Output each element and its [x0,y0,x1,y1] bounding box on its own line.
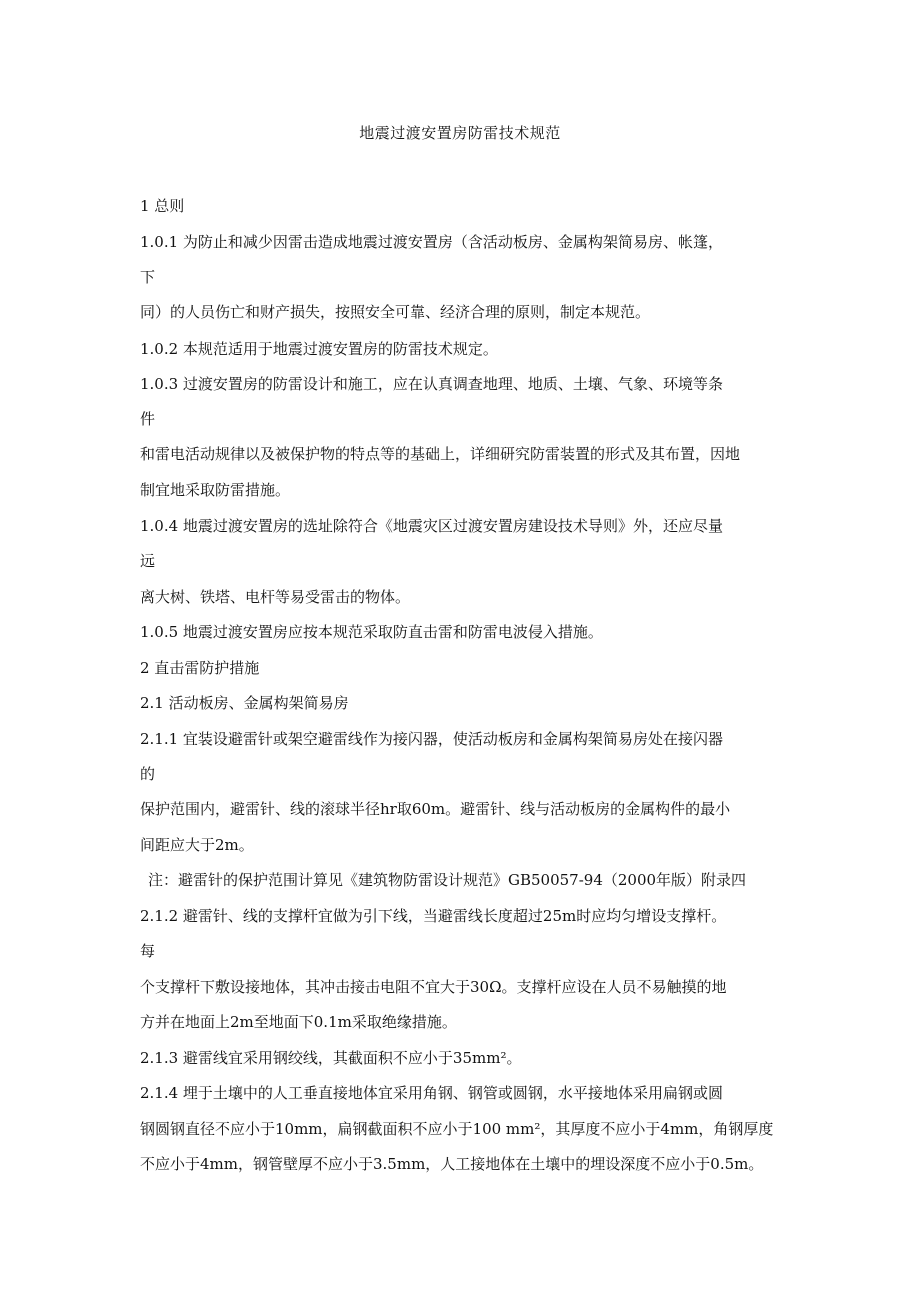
text-line: 制宜地采取防雷措施。 [140,481,291,499]
text-line: 1.0.4 地震过渡安置房的选址除符合《地震灾区过渡安置房建设技术导则》外，还应尽量 [140,517,723,535]
text-line: 每 [140,942,156,960]
text-line: 下 [140,268,156,286]
text-line: 2.1.4 埋于土壤中的人工垂直接地体宜采用角钢、钢管或圆钢，水平接地体采用扁钢或圆 [140,1084,723,1102]
text-line: 远 [140,552,156,570]
text-line: 的 [140,765,156,783]
text-line: 1.0.2 本规范适用于地震过渡安置房的防雷技术规定。 [140,340,498,358]
section-heading: 1 总则 [140,197,185,215]
subsection-heading: 2.1 活动板房、金属构架简易房 [140,694,349,712]
note-line: 注：避雷针的保护范围计算见《建筑物防雷设计规范》GB50057-94（2000年版）附录四 [148,871,747,889]
document-title: 地震过渡安置房防雷技术规范 [359,124,561,142]
text-line: 1.0.1 为防止和减少因雷击造成地震过渡安置房（含活动板房、金属构架简易房、帐篷， [140,233,723,251]
text-line: 2.1.2 避雷针、线的支撑杆宜做为引下线，当避雷线长度超过25m时应均匀增设支撑杆。 [140,907,727,925]
text-line: 2.1.3 避雷线宜采用钢绞线，其截面积不应小于35mm²。 [140,1049,522,1067]
text-line: 间距应大于2m。 [140,836,254,854]
text-line: 保护范围内，避雷针、线的滚球半径hr取60m。避雷针、线与活动板房的金属构件的最小 [140,800,731,818]
text-line: 1.0.5 地震过渡安置房应按本规范采取防直击雷和防雷电波侵入措施。 [140,623,603,641]
text-line: 件 [140,410,156,428]
text-line: 不应小于4mm，钢管壁厚不应小于3.5mm，人工接地体在土壤中的埋设深度不应小于0.5m。 [140,1155,764,1173]
text-line: 1.0.3 过渡安置房的防雷设计和施工，应在认真调查地理、地质、土壤、气象、环境等条 [140,375,723,393]
text-line: 个支撑杆下敷设接地体，其冲击接击电阻不宜大于30Ω。支撑杆应设在人员不易触摸的地 [140,978,727,996]
text-line: 和雷电活动规律以及被保护物的特点等的基础上，详细研究防雷装置的形式及其布置，因地 [140,445,741,463]
text-line: 方并在地面上2m至地面下0.1m采取绝缘措施。 [140,1013,457,1031]
section-heading: 2 直击雷防护措施 [140,659,260,677]
text-line: 同）的人员伤亡和财产损失，按照安全可靠、经济合理的原则，制定本规范。 [140,303,651,321]
text-line: 离大树、铁塔、电杆等易受雷击的物体。 [140,588,411,606]
text-line: 钢圆钢直径不应小于10mm，扁钢截面积不应小于100 mm²，其厚度不应小于4mm，角钢厚度 [140,1120,774,1138]
text-line: 2.1.1 宜装设避雷针或架空避雷线作为接闪器，使活动板房和金属构架简易房处在接闪器 [140,730,723,748]
